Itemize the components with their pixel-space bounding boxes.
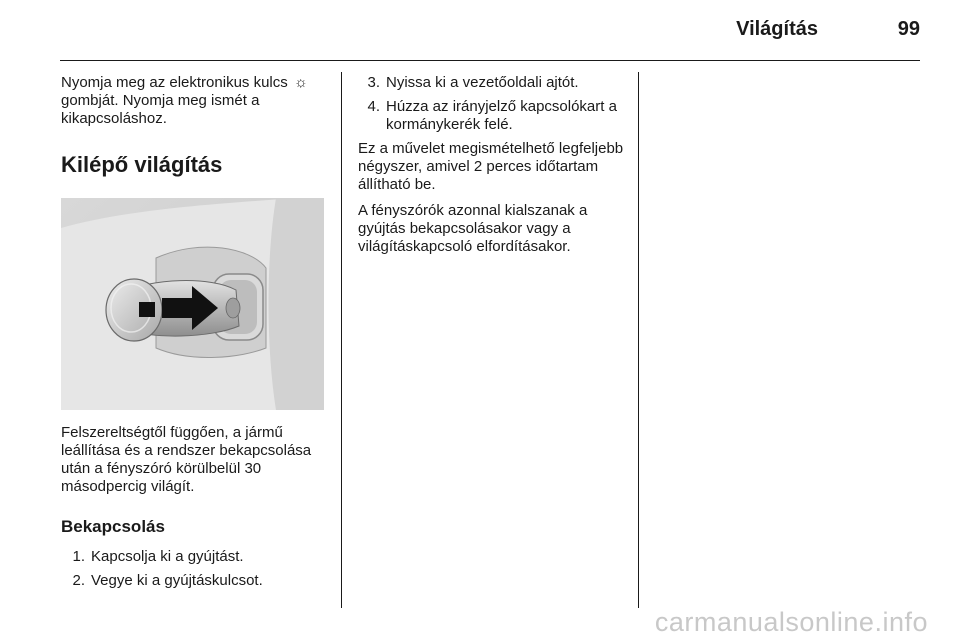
header-rule: [60, 60, 920, 61]
step-number: 1.: [72, 548, 85, 565]
repeat-info-paragraph: Ez a művelet megismételhető legfeljebb négyszer, amivel 2 perces időtartam állítható be.: [358, 140, 624, 193]
step-number: 4.: [367, 98, 380, 115]
headlight-sun-icon: ☼: [293, 74, 308, 91]
turn-signal-lever-figure: [61, 198, 324, 410]
activation-steps-continued: [358, 74, 626, 134]
step-text: Vegye ki a gyújtáskulcsot.: [91, 572, 263, 589]
switch-off-info-paragraph: A fényszórók azonnal kialszanak a gyújtás bekapcsolásakor vagy a világításkapcsoló elfordításakor.: [358, 202, 588, 255]
list-item: [358, 74, 626, 92]
section-title: Kilépő világítás: [61, 152, 223, 177]
column-divider-right: [638, 72, 639, 608]
list-item: [61, 572, 331, 590]
step-text: Nyissa ki a vezetőoldali ajtót.: [386, 74, 579, 91]
middle-column: [358, 74, 626, 264]
list-item: [61, 548, 331, 566]
activation-steps-list: [61, 548, 331, 590]
exit-lighting-description: Felszereltségtől függően, a jármű leállítása és a rendszer bekapcsolása után a fényszóró körülbelül 30 másodpercig világít.: [61, 424, 312, 495]
intro-text-after: gombját. Nyomja meg ismét a kikapcsoláshoz.: [61, 92, 260, 127]
page-number: 99: [897, 18, 920, 40]
left-column: [61, 74, 331, 596]
intro-paragraph: [61, 74, 331, 128]
step-text: Kapcsolja ki a gyújtást.: [91, 548, 244, 565]
step-number: 2.: [72, 572, 85, 589]
list-item: [358, 98, 626, 134]
watermark: carmanualsonline.info: [654, 607, 928, 637]
step-number: 3.: [367, 74, 380, 91]
step-text: Húzza az irányjelző kapcsolókart a kormánykerék felé.: [386, 98, 617, 133]
intro-text: Nyomja meg az elektronikus kulcs: [61, 74, 288, 91]
column-divider-left: [341, 72, 342, 608]
header-title: Világítás: [736, 18, 818, 40]
subheading-activation: Bekapcsolás: [61, 517, 165, 536]
